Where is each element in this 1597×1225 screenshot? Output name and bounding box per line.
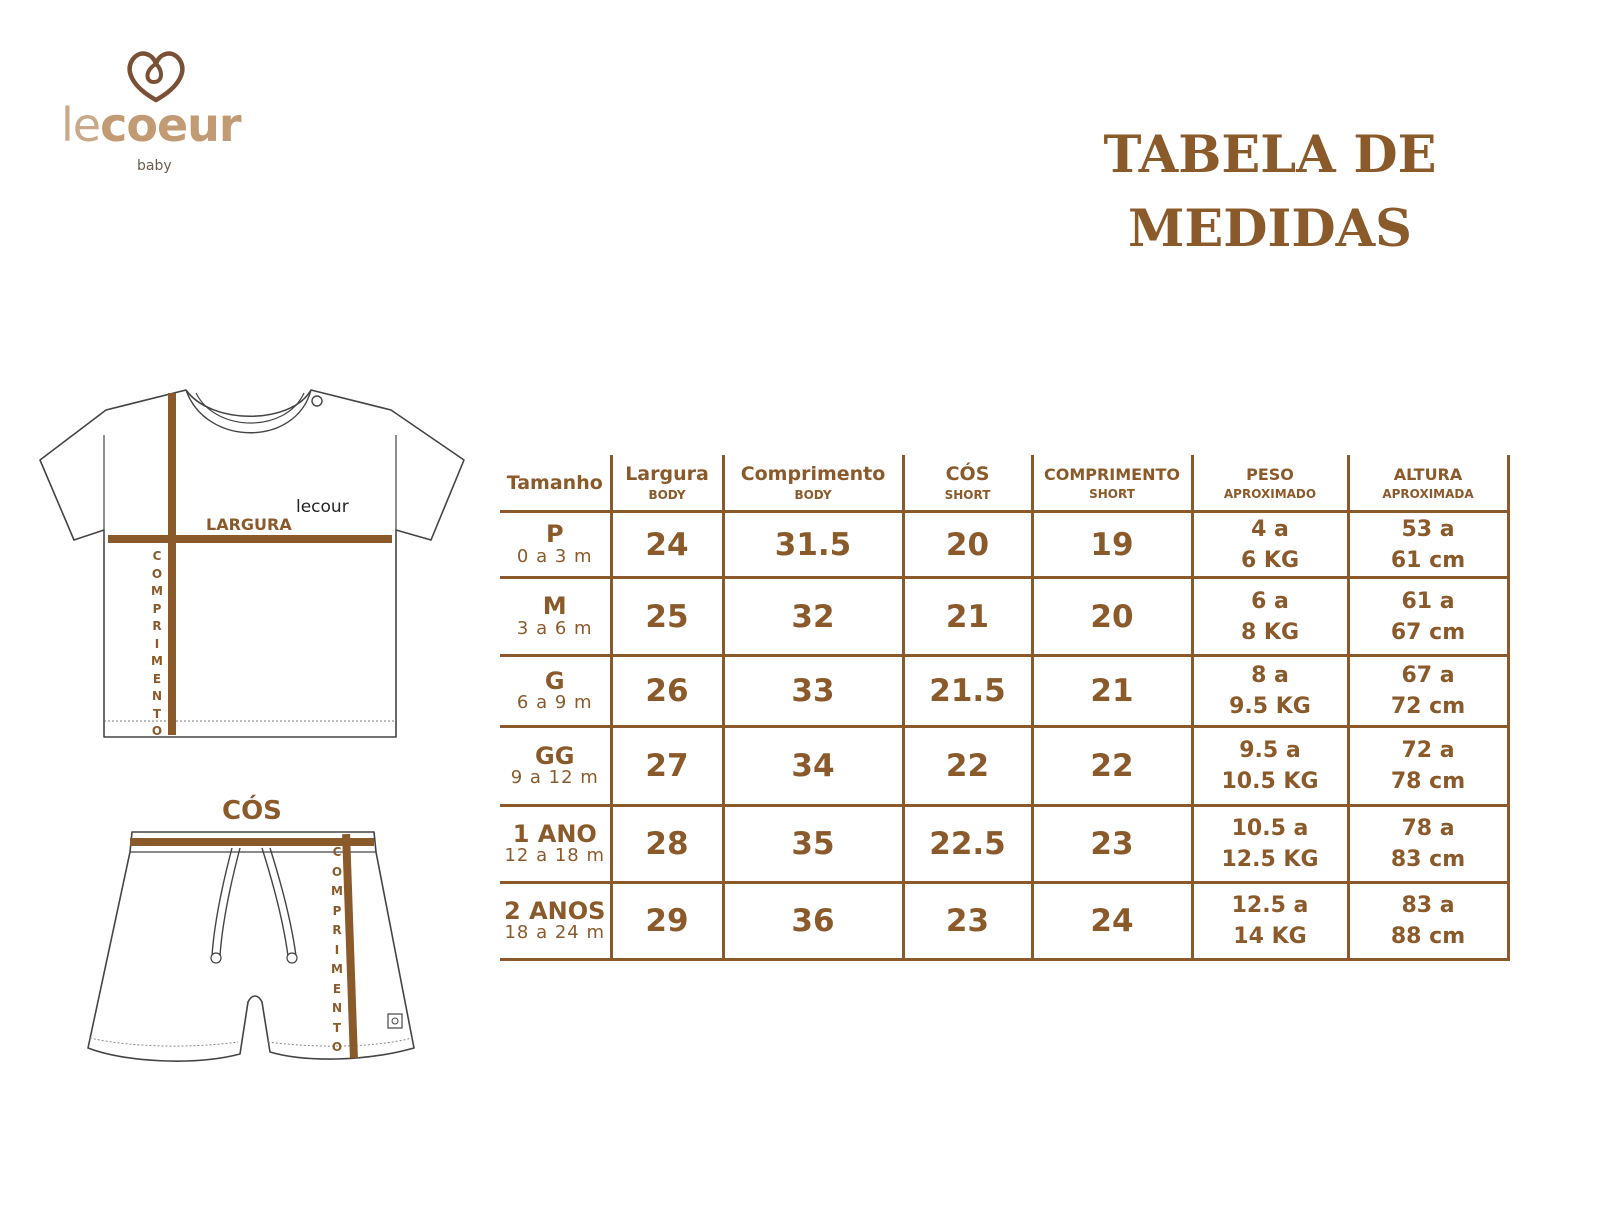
- table-row: [500, 727, 1508, 806]
- header-cos: CÓS SHORT: [903, 455, 1032, 512]
- comp-short-cell: 21: [1032, 656, 1192, 727]
- peso-cell: 6 a 8 KG: [1192, 578, 1348, 656]
- brand-logo: [55, 48, 265, 178]
- cos-cell: 21: [903, 578, 1032, 656]
- largura-cell: 25: [611, 578, 723, 656]
- length-measure-bar: [168, 393, 176, 735]
- size-table: [500, 455, 1510, 961]
- table-row: [500, 512, 1508, 578]
- size-cell: P 0 a 3 m: [500, 512, 611, 578]
- peso-cell: 9.5 a 10.5 KG: [1192, 727, 1348, 806]
- size-cell: 2 ANOS 18 a 24 m: [500, 883, 611, 960]
- shirt-length-label: COMPRIMENTO: [151, 549, 163, 738]
- comprimento-cell: 35: [723, 806, 903, 883]
- width-measure-bar: [108, 535, 392, 543]
- size-cell: GG 9 a 12 m: [500, 727, 611, 806]
- comprimento-cell: 33: [723, 656, 903, 727]
- header-comprimento-short: COMPRIMENTO SHORT: [1032, 455, 1192, 512]
- altura-cell: 72 a 78 cm: [1348, 727, 1508, 806]
- heart-loop-logo-icon: [123, 48, 189, 104]
- altura-cell: 53 a 61 cm: [1348, 512, 1508, 578]
- comp-short-cell: 23: [1032, 806, 1192, 883]
- largura-cell: 29: [611, 883, 723, 960]
- peso-cell: 12.5 a 14 KG: [1192, 883, 1348, 960]
- peso-cell: 8 a 9.5 KG: [1192, 656, 1348, 727]
- shorts-length-label: COMPRIMENTO: [331, 845, 343, 1054]
- table-row: [500, 656, 1508, 727]
- largura-cell: 24: [611, 512, 723, 578]
- cos-cell: 23: [903, 883, 1032, 960]
- altura-cell: 78 a 83 cm: [1348, 806, 1508, 883]
- peso-cell: 4 a 6 KG: [1192, 512, 1348, 578]
- cos-cell: 22: [903, 727, 1032, 806]
- table-row: [500, 883, 1508, 960]
- logo-wordmark: lecoeur: [61, 98, 241, 152]
- comprimento-cell: 32: [723, 578, 903, 656]
- largura-cell: 28: [611, 806, 723, 883]
- peso-cell: 10.5 a 12.5 KG: [1192, 806, 1348, 883]
- body-shirt-illustration: [36, 385, 468, 745]
- header-comprimento: Comprimento BODY: [723, 455, 903, 512]
- page-title: [1060, 118, 1480, 266]
- table-row: [500, 806, 1508, 883]
- header-largura: Largura BODY: [611, 455, 723, 512]
- logo-subtitle: baby: [137, 158, 172, 174]
- comp-short-cell: 24: [1032, 883, 1192, 960]
- comprimento-cell: 34: [723, 727, 903, 806]
- title-line-2: MEDIDAS: [1127, 199, 1413, 259]
- altura-cell: 61 a 67 cm: [1348, 578, 1508, 656]
- table-row: [500, 578, 1508, 656]
- comp-short-cell: 19: [1032, 512, 1192, 578]
- cos-cell: 21.5: [903, 656, 1032, 727]
- title-line-1: TABELA DE: [1103, 125, 1437, 185]
- shorts-illustration: [84, 826, 420, 1072]
- altura-cell: 83 a 88 cm: [1348, 883, 1508, 960]
- header-peso: PESO APROXIMADO: [1192, 455, 1348, 512]
- size-cell: 1 ANO 12 a 18 m: [500, 806, 611, 883]
- largura-cell: 26: [611, 656, 723, 727]
- shorts-waist-label: CÓS: [222, 796, 282, 826]
- comp-short-cell: 22: [1032, 727, 1192, 806]
- cos-cell: 20: [903, 512, 1032, 578]
- cos-cell: 22.5: [903, 806, 1032, 883]
- shirt-width-label: LARGURA: [206, 515, 292, 534]
- header-altura: ALTURA APROXIMADA: [1348, 455, 1508, 512]
- comprimento-cell: 36: [723, 883, 903, 960]
- table-header-row: [500, 455, 1508, 512]
- size-cell: M 3 a 6 m: [500, 578, 611, 656]
- header-tamanho: Tamanho: [500, 455, 611, 512]
- comprimento-cell: 31.5: [723, 512, 903, 578]
- altura-cell: 67 a 72 cm: [1348, 656, 1508, 727]
- largura-cell: 27: [611, 727, 723, 806]
- size-cell: G 6 a 9 m: [500, 656, 611, 727]
- comp-short-cell: 20: [1032, 578, 1192, 656]
- shirt-brand-print: lecour: [296, 497, 349, 517]
